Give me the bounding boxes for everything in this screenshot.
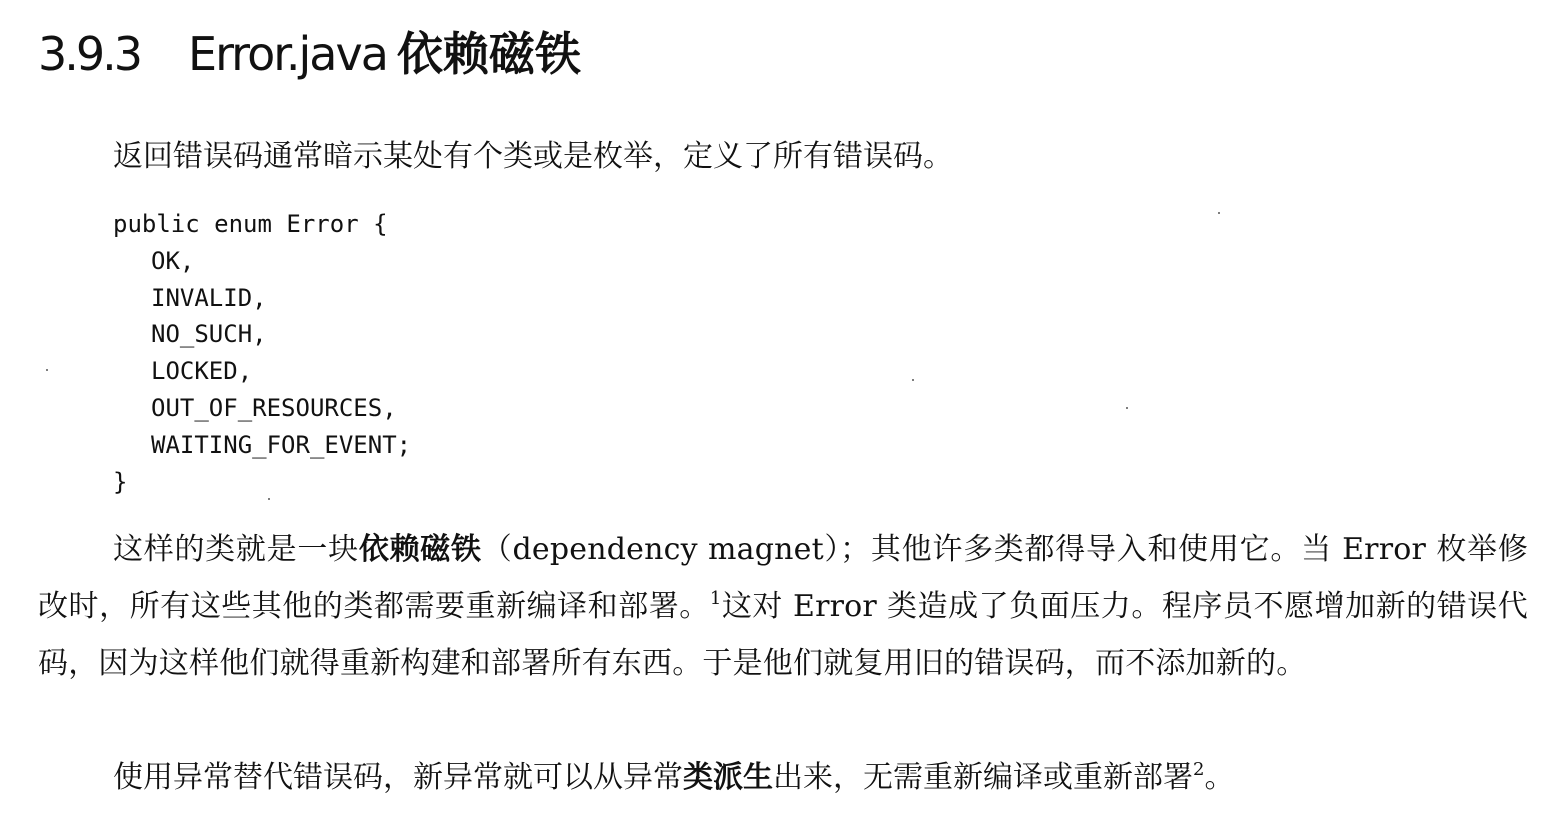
code-line-open: public enum Error { [113,210,388,238]
body1-text-c: 这对 Error 类造成了负面压力。程序员不愿增加新的错误代码，因为这样他们就得重新构建和部署所有东西。于是他们就复用旧的错误码，而不添加新的。 [38,589,1528,681]
code-line-invalid: INVALID, [151,283,267,312]
code-line-close: } [113,467,128,496]
body1-text-a: 这样的类就是一块 [113,532,359,567]
section-title-cn: 依赖磁铁 [396,27,581,81]
scan-speck [1126,407,1128,409]
body-paragraph-2 [113,749,1234,806]
body1-text-b: （dependency magnet）；其他许多类都得导入和使用它。当 Error 枚举修改时，所有这些其他的类都需要重新编译和部署。 [38,532,1528,624]
scan-speck [46,369,48,371]
code-line-ok: OK, [151,246,195,275]
scan-speck [912,379,914,381]
body-paragraph-1 [38,521,1528,692]
code-line-no-such: NO_SUCH, [151,320,267,349]
term-dependency-magnet: 依赖磁铁 [358,532,482,567]
section-heading [38,22,581,86]
footnote-ref-1: 1 [709,588,722,609]
footnote-ref-2: 2 [1193,759,1205,780]
body2-text-c: 。 [1204,760,1235,795]
code-block [113,206,411,500]
body2-text-b: 出来，无需重新编译或重新部署 [773,760,1193,795]
scan-speck [268,498,270,500]
intro-paragraph: 返回错误码通常暗示某处有个类或是枚举，定义了所有错误码。 [113,139,953,174]
term-class-derivation: 类派生 [683,760,773,795]
code-line-waiting-for-event: WAITING_FOR_EVENT; [151,430,412,459]
code-line-locked: LOCKED, [151,357,253,386]
section-number: 3.9.3 [38,27,141,81]
section-title: Error.java [188,27,387,81]
scan-speck [1218,212,1220,214]
body2-text-a: 使用异常替代错误码，新异常就可以从异常 [113,760,683,795]
code-line-out-of-resources: OUT_OF_RESOURCES, [151,393,397,422]
